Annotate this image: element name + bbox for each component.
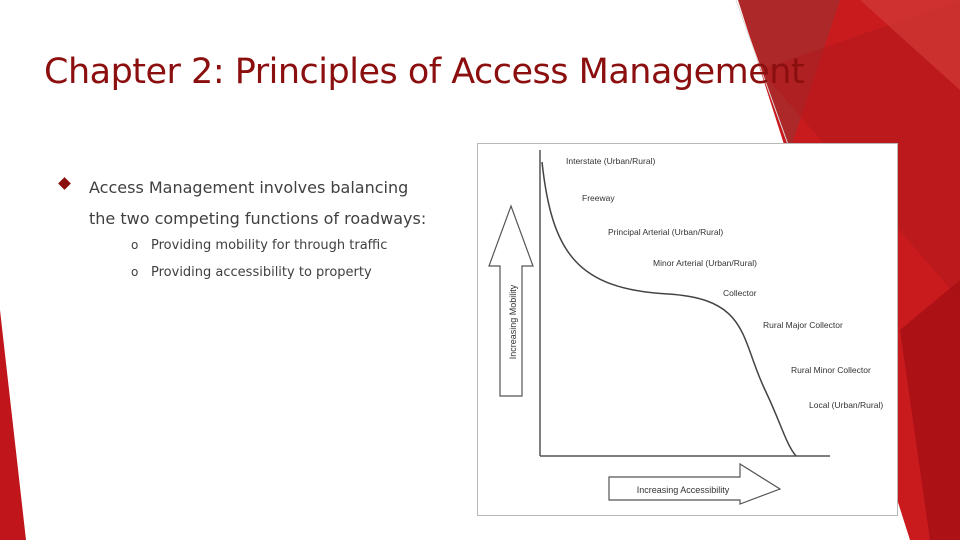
circle-bullet-icon: o [131,265,139,279]
x-axis-label: Increasing Accessibility [636,485,730,495]
functional-classification-figure [477,143,898,516]
y-axis-label: Increasing Mobility [508,284,518,360]
curve-label-principal-arterial: Principal Arterial (Urban/Rural) [608,227,724,237]
main-bullet-text: Access Management involves balancing the two competing functions of roadways: [89,178,427,228]
classification-diagram [478,144,897,515]
circle-bullet-icon: o [131,238,139,252]
mobility-accessibility-curve [542,162,796,456]
sub-bullet-text: Providing accessibility to property [151,265,372,280]
slide-title: Chapter 2: Principles of Access Management [44,52,805,92]
curve-label-interstate: Interstate (Urban/Rural) [566,156,656,166]
sub-bullet-accessibility [131,265,372,280]
sub-bullet-text: Providing mobility for through traffic [151,238,388,253]
sub-bullet-mobility [131,238,387,253]
curve-label-minor-arterial: Minor Arterial (Urban/Rural) [653,258,757,268]
curve-label-local: Local (Urban/Rural) [809,400,884,410]
curve-label-rural-minor-collector: Rural Minor Collector [791,365,871,375]
right-arrow-icon [609,464,780,504]
curve-label-collector: Collector [723,288,757,298]
curve-label-rural-major-collector: Rural Major Collector [763,320,843,330]
curve-label-freeway: Freeway [582,193,615,203]
